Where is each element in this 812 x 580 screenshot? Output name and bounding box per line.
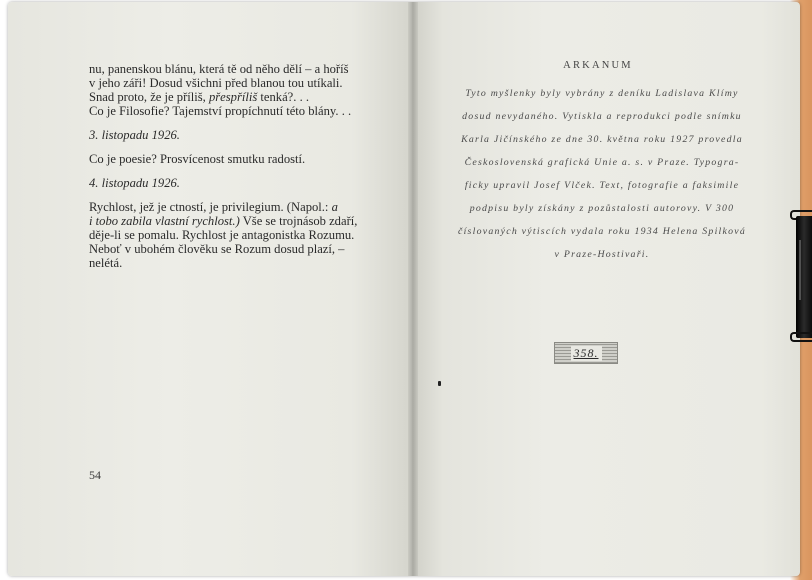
p1-line-4: Co je Filosofie? Tajemství propíchnutí této blány. . . <box>89 104 352 118</box>
p3-line-2b: Vše se trojnásob zdaří, <box>239 214 358 228</box>
p3-line-4: Neboť v ubohém člověku se Rozum dosud plazí, – <box>89 242 345 256</box>
p3-line-1-italic: a <box>331 200 338 214</box>
paragraph-3 <box>89 200 377 270</box>
colophon-line: podpisu byly získány z pozůstalosti autorovy. V 300 <box>469 203 735 214</box>
colophon-line: ficky upravil Josef Vlček. Text, fotografie a faksimile <box>464 180 740 191</box>
p3-line-1a: Rychlost, jež je ctností, je privilegium. (Napol.: <box>89 200 332 214</box>
p1-line-3-italic: přespříliš <box>208 90 258 104</box>
copy-number-stamp <box>554 342 618 364</box>
p3-line-3: děje-li se pomalu. Rychlost je antagonistka Rozumu. <box>89 228 355 242</box>
colophon-line: dosud nevydaného. Vytiskla a reprodukci podle snímku <box>462 111 742 122</box>
date-heading-1: 3. listopadu 1926. <box>89 128 180 142</box>
paragraph-2: Co je poesie? Prosvícenost smutku radostí. <box>89 152 306 166</box>
arkanum-heading: ARKANUM <box>563 60 633 71</box>
colophon-line: Tyto myšlenky byly vybrány z deníku Ladislava Klímy <box>465 88 739 99</box>
p1-line-3b: tenká?. . . <box>257 90 310 104</box>
colophon-line: Československá grafická Unie a. s. v Praze. Typogra- <box>464 157 740 168</box>
colophon-line: v Praze-Hostivaři. <box>554 249 650 260</box>
p3-line-5: nelétá. <box>89 256 123 270</box>
spine-fold <box>408 2 418 576</box>
p1-line-2: v jeho záři! Dosud všichni před blanou tou utíkali. <box>89 76 343 90</box>
page-number: 54 <box>89 468 101 482</box>
colophon-line: číslovaných výtiscích vydala roku 1934 Helena Spilková <box>457 226 747 237</box>
colophon-line: Karla Jičínského ze dne 30. května roku 1927 provedla <box>461 134 743 145</box>
clip-shine <box>799 240 801 300</box>
left-page <box>8 2 412 576</box>
p1-line-3a: Snad proto, že je příliš, <box>89 90 209 104</box>
clip-wire-bottom <box>790 332 812 342</box>
p3-line-2-italic: i tobo zabila vlastní rychlost.) <box>89 214 240 228</box>
left-page-text <box>89 62 377 270</box>
paragraph-1 <box>89 62 377 118</box>
p1-line-1: nu, panenskou blánu, která tě od něho dělí – a hoříš <box>89 62 349 76</box>
date-heading-2: 4. listopadu 1926. <box>89 176 180 190</box>
binder-clip-icon <box>790 200 812 350</box>
copy-number: 358. <box>571 346 602 361</box>
ink-dot <box>438 381 441 386</box>
colophon <box>422 82 782 266</box>
